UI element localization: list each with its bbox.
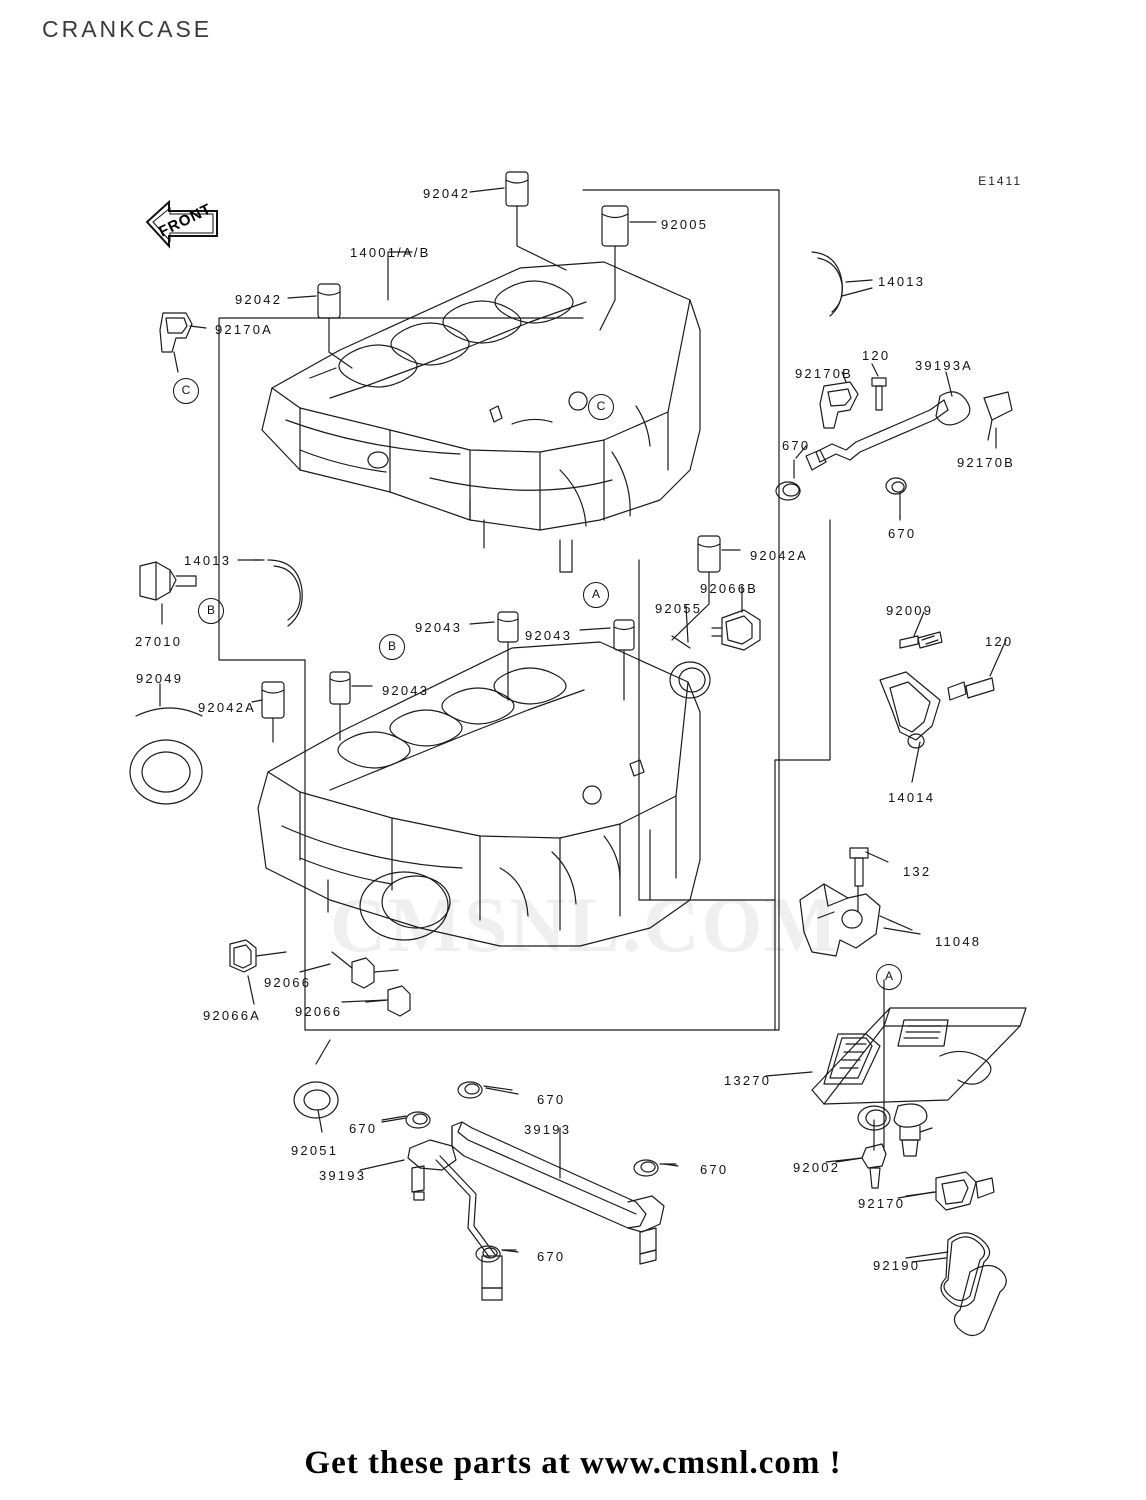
callout-14013-right: 14013 bbox=[878, 274, 926, 289]
callout-92066-b: 92066 bbox=[295, 1004, 343, 1019]
callout-14014: 14014 bbox=[888, 790, 936, 805]
callout-92043-b: 92043 bbox=[525, 628, 573, 643]
callout-92009: 92009 bbox=[886, 603, 934, 618]
callout-39193a: 39193A bbox=[915, 358, 974, 373]
callout-11048: 11048 bbox=[935, 934, 982, 949]
front-direction-badge bbox=[143, 196, 223, 258]
callout-92170b-lower: 92170B bbox=[957, 455, 1016, 470]
diagram-code: E1411 bbox=[978, 174, 1022, 188]
footer-cta[interactable]: Get these parts at www.cmsnl.com ! bbox=[304, 1445, 842, 1481]
callout-92170a: 92170A bbox=[215, 322, 274, 337]
callout-92005: 92005 bbox=[661, 217, 709, 232]
callout-92043-c: 92043 bbox=[382, 683, 430, 698]
watermark: CMSNL.COM bbox=[330, 881, 840, 968]
callout-13270: 13270 bbox=[724, 1073, 772, 1088]
callout-670-b: 670 bbox=[888, 526, 917, 541]
callout-92042a-left: 92042A bbox=[198, 700, 257, 715]
callout-92049: 92049 bbox=[136, 671, 184, 686]
callout-670-c: 670 bbox=[537, 1092, 566, 1107]
callout-670-d: 670 bbox=[349, 1121, 378, 1136]
ref-circle-c1: C bbox=[173, 378, 199, 404]
callout-92002: 92002 bbox=[793, 1160, 841, 1175]
callout-670-e: 670 bbox=[700, 1162, 729, 1177]
callout-92170: 92170 bbox=[858, 1196, 906, 1211]
callout-92042a-right: 92042A bbox=[750, 548, 809, 563]
callout-132: 132 bbox=[903, 864, 932, 879]
callout-92190: 92190 bbox=[873, 1258, 921, 1273]
callout-14001: 14001/A/B bbox=[350, 245, 431, 260]
callout-92042-top: 92042 bbox=[423, 186, 471, 201]
ref-circle-b2: B bbox=[379, 634, 405, 660]
callout-27010: 27010 bbox=[135, 634, 183, 649]
callout-92066a: 92066A bbox=[203, 1008, 262, 1023]
callout-92066b: 92066B bbox=[700, 581, 759, 596]
page-title: CRANKCASE bbox=[42, 16, 213, 42]
callout-670-f: 670 bbox=[537, 1249, 566, 1264]
ref-circle-b1: B bbox=[198, 598, 224, 624]
ref-circle-a1: A bbox=[583, 582, 609, 608]
callout-92066-a: 92066 bbox=[264, 975, 312, 990]
callout-39193-a: 39193 bbox=[524, 1122, 572, 1137]
callout-92042-left: 92042 bbox=[235, 292, 283, 307]
callout-92055: 92055 bbox=[655, 601, 703, 616]
callout-92043-a: 92043 bbox=[415, 620, 463, 635]
callout-120-lower: 120 bbox=[985, 634, 1014, 649]
front-label: FRONT bbox=[156, 200, 215, 241]
ref-circle-c2: C bbox=[588, 394, 614, 420]
callout-39193-b: 39193 bbox=[319, 1168, 367, 1183]
callout-120-upper: 120 bbox=[862, 348, 891, 363]
callout-14013-left: 14013 bbox=[184, 553, 232, 568]
ref-circle-a2: A bbox=[876, 964, 902, 990]
callout-92051: 92051 bbox=[291, 1143, 339, 1158]
callout-92170b-upper: 92170B bbox=[795, 366, 854, 381]
callout-670-a: 670 bbox=[782, 438, 811, 453]
